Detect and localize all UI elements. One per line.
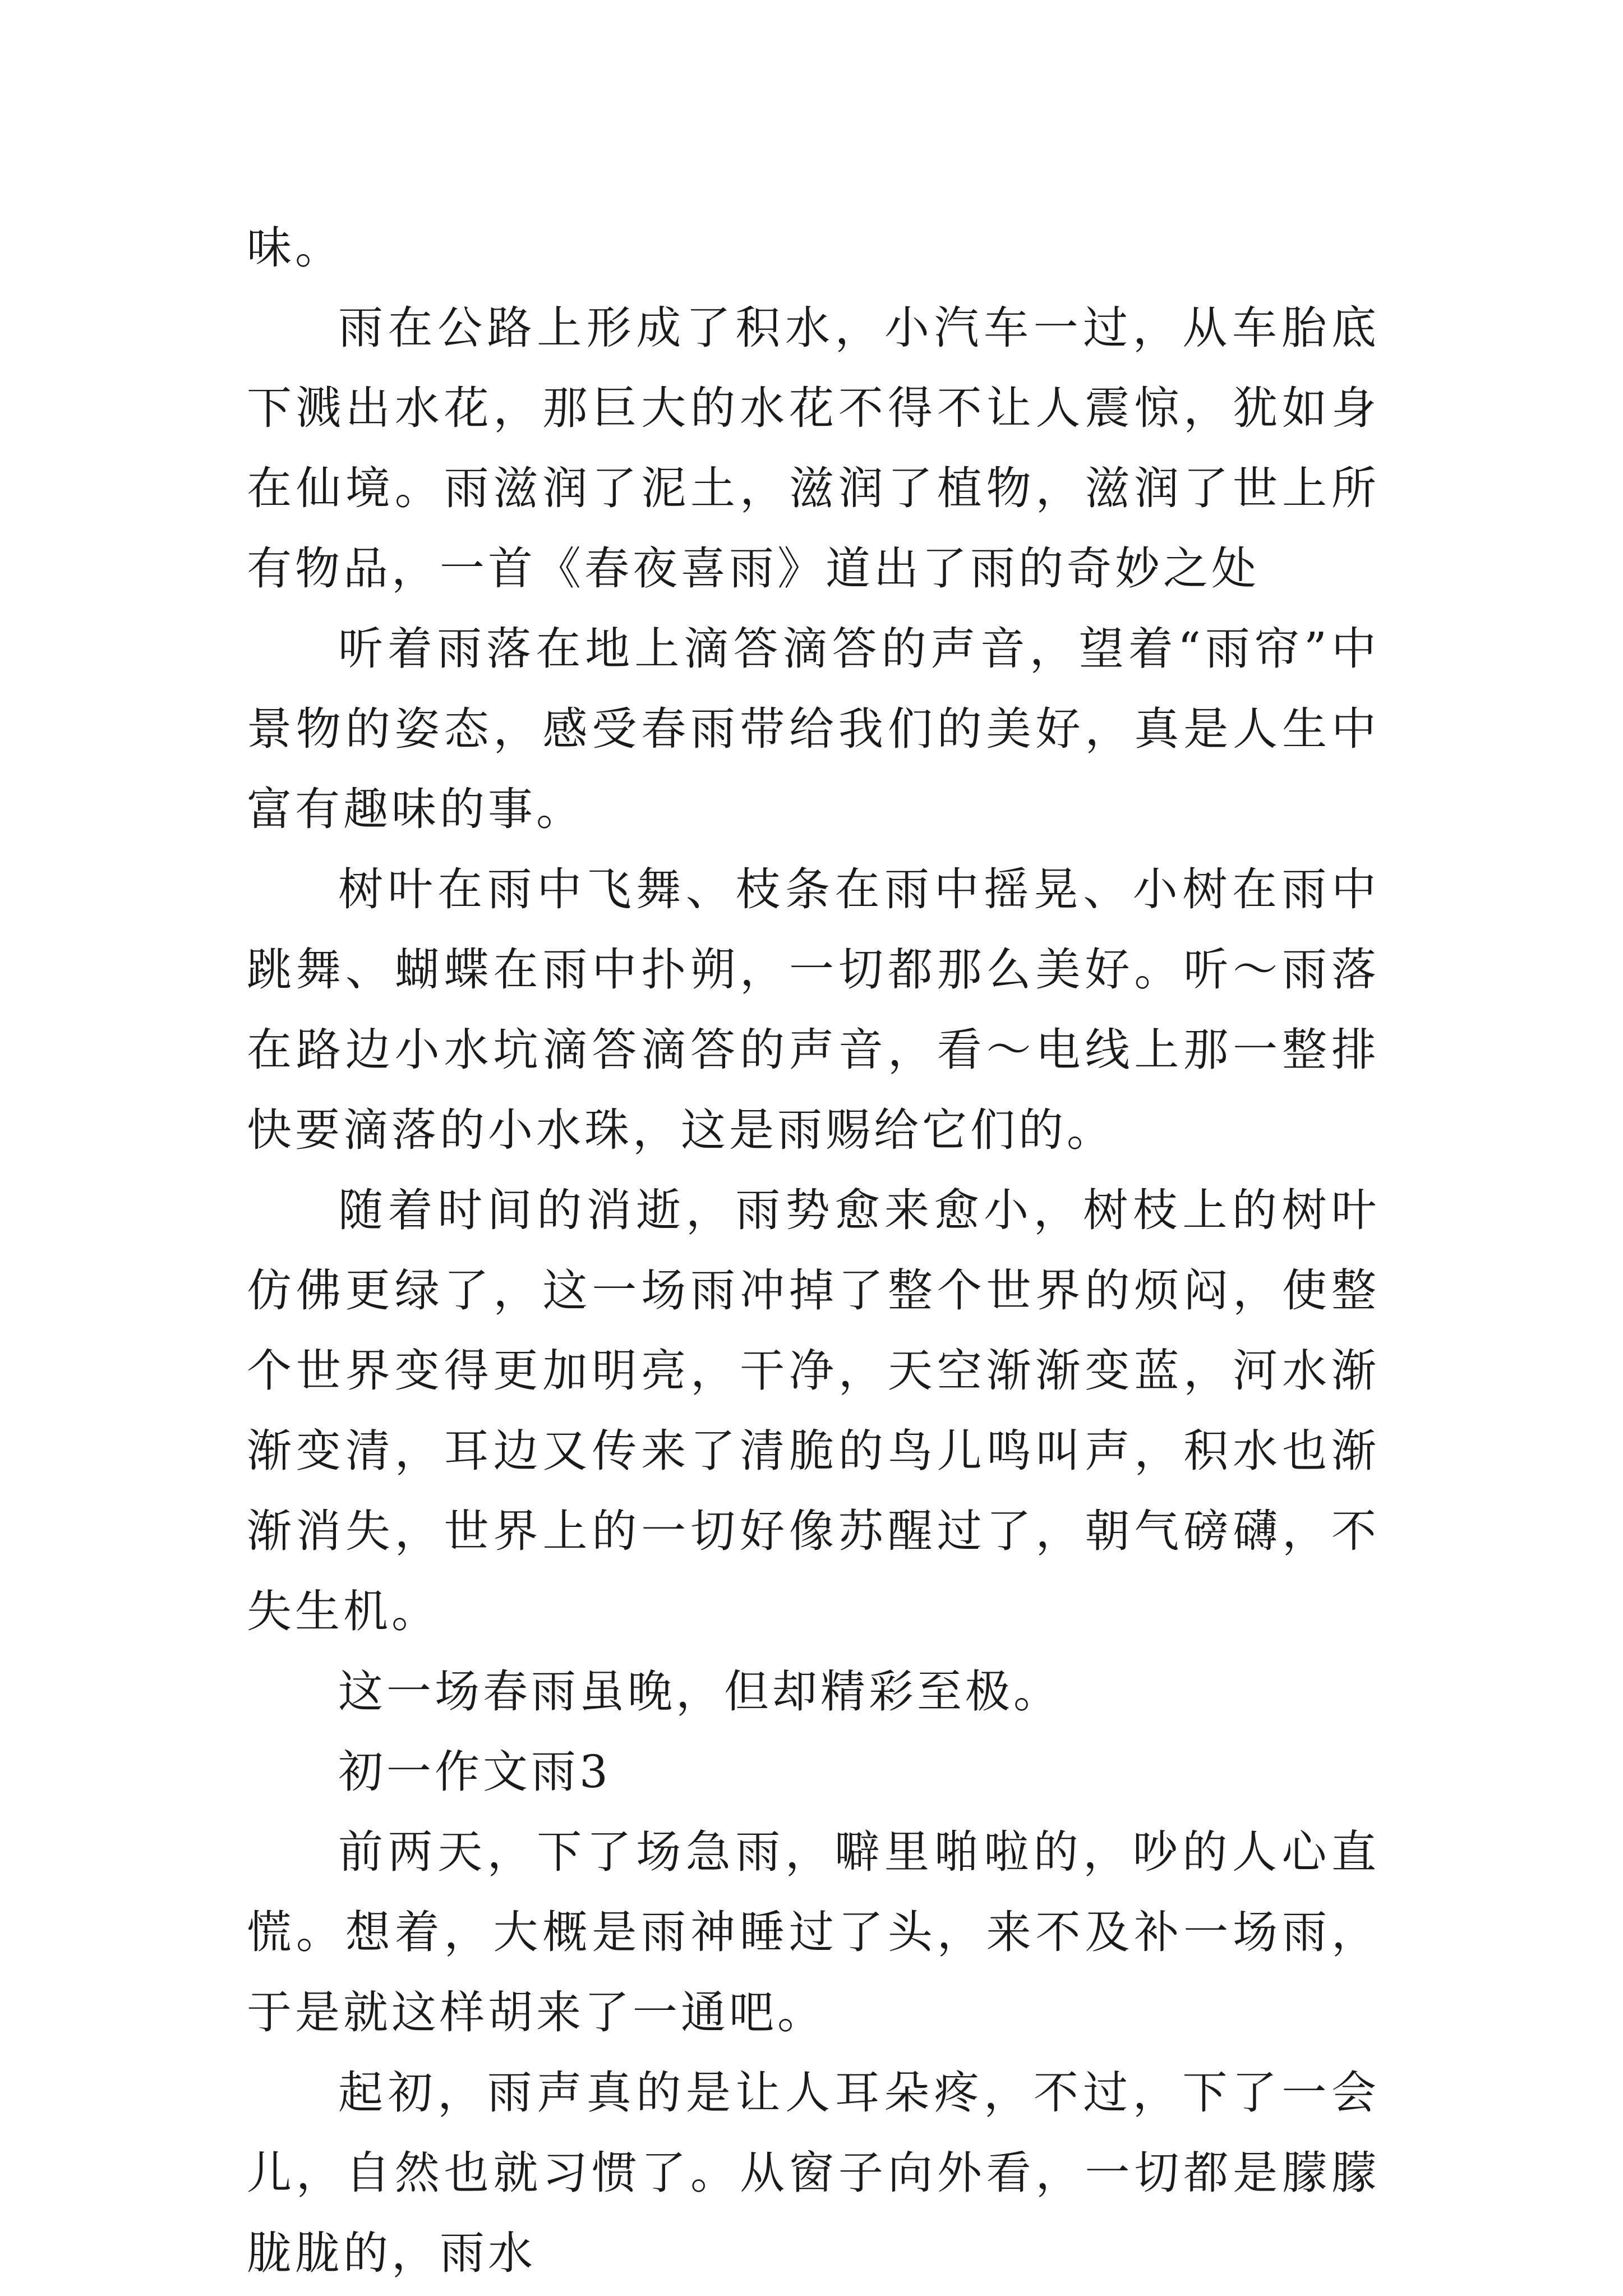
paragraph-3: 听着雨落在地上滴答滴答的声音，望着“雨帘”中景物的姿态，感受春雨带给我们的美好，真是人生中富有趣味的事。 — [247, 623, 1380, 835]
document-body — [247, 208, 1380, 2293]
paragraph-8: 起初，雨声真的是让人耳朵疼，不过，下了一会儿，自然也就习惯了。从窗子向外看，一切都是朦朦胧胧的，雨水 — [247, 2067, 1380, 2279]
section-heading: 初一作文雨3 — [338, 1746, 611, 1798]
paragraph-4: 树叶在雨中飞舞、枝条在雨中摇晃、小树在雨中跳舞、蝴蝶在雨中扑朔，一切都那么美好。听～雨落在路边小水坑滴答滴答的声音，看～电线上那一整排快要滴落的小水珠，这是雨赐给它们的。 — [247, 863, 1380, 1156]
paragraph-5: 随着时间的消逝，雨势愈来愈小，树枝上的树叶仿佛更绿了，这一场雨冲掉了整个世界的烦闷，使整个世界变得更加明亮，干净，天空渐渐变蓝，河水渐渐变清，耳边又传来了清脆的鸟儿鸣叫声，积水也渐渐消失，世界上的一切好像苏醒过了，朝气磅礴，不失生机。 — [247, 1184, 1380, 1637]
paragraph-6: 这一场春雨虽晚，但却精彩至极。 — [338, 1665, 1062, 1718]
paragraph-7: 前两天，下了场急雨，噼里啪啦的，吵的人心直慌。想着，大概是雨神睡过了头，来不及补一场雨，于是就这样胡来了一通吧。 — [247, 1826, 1380, 2039]
paragraph-1: 味。 — [247, 222, 343, 274]
paragraph-2: 雨在公路上形成了积水，小汽车一过，从车胎底下溅出水花，那巨大的水花不得不让人震惊，犹如身在仙境。雨滋润了泥土，滋润了植物，滋润了世上所有物品，一首《春夜喜雨》道出了雨的奇妙之处 — [247, 302, 1380, 595]
